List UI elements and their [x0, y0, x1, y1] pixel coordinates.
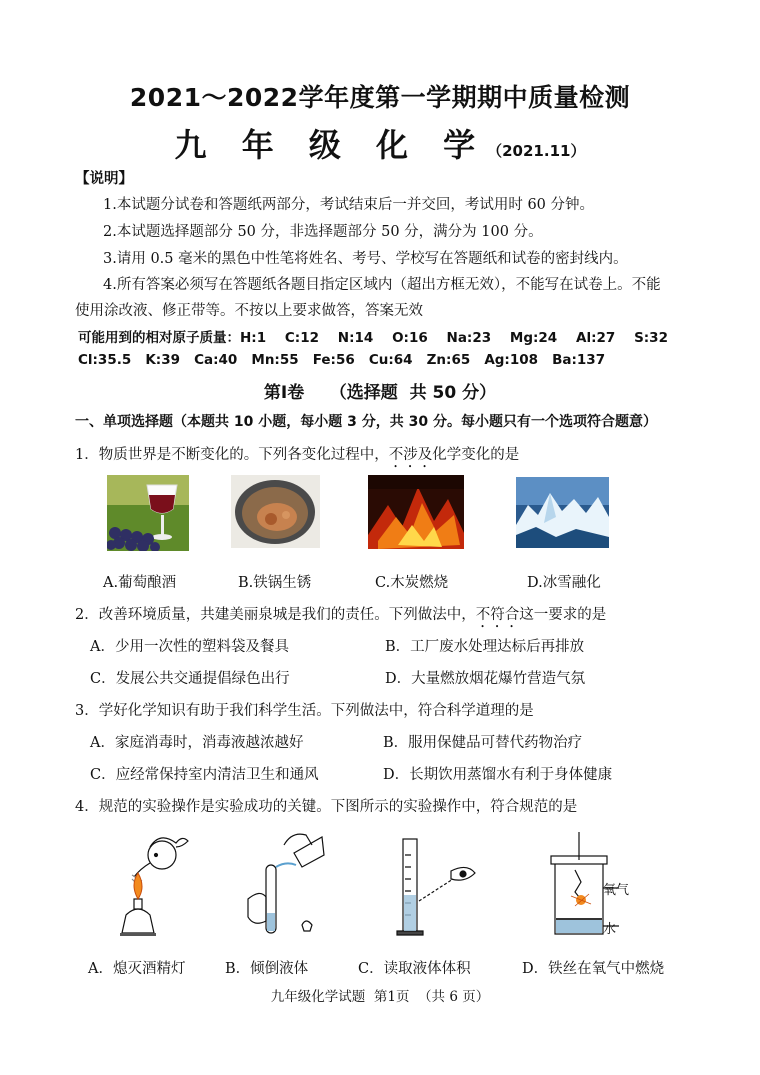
q3-option-d[interactable]: D．长期饮用蒸馏水有利于身体健康	[383, 767, 613, 783]
label-water: 水	[603, 922, 617, 937]
q1-option-a[interactable]: A.葡萄酿酒	[103, 575, 177, 591]
q4-option-a[interactable]: A．熄灭酒精灯	[88, 961, 186, 977]
exam-subtitle	[0, 120, 760, 166]
instruction-2: 2.本试题选择题部分 50 分，非选择题部分 50 分，满分为 100 分。	[103, 224, 543, 240]
q2-stem-pre: 2．改善环境质量，共建美丽泉城是我们的责任。下列做法中，	[75, 607, 476, 623]
q1-option-d[interactable]: D.冰雪融化	[527, 575, 601, 591]
read-volume-figure	[393, 835, 483, 940]
q4-stem: 4．规范的实验操作是实验成功的关键。下图所示的实验操作中，符合规范的是	[75, 799, 578, 815]
burning-charcoal-image	[368, 475, 464, 549]
q1-stem-emphasis: 不涉及	[388, 447, 433, 463]
instruction-1: 1.本试题分试卷和答题纸两部分，考试结束后一并交回，考试用时 60 分钟。	[103, 197, 595, 213]
atomic-mass-line-1: 可能用到的相对原子质量：H:1 C:12 N:14 O:16 Na:23 Mg:24 Al:27 S:32	[78, 330, 668, 346]
atomic-mass-line-2: Cl:35.5 K:39 Ca:40 Mn:55 Fe:56 Cu:64 Zn:65 Ag:108 Ba:137	[78, 352, 606, 368]
q2-stem-post: 这一要求的是	[519, 607, 607, 623]
q2-option-a[interactable]: A．少用一次性的塑料袋及餐具	[90, 639, 289, 655]
label-oxygen: 氧气	[603, 883, 630, 898]
part-title: 一、单项选择题（本题共 10 小题，每小题 3 分，共 30 分。每小题只有一个选项符合题意）	[75, 414, 657, 430]
page-footer: 九年级化学试题 第1页 （共 6 页）	[270, 989, 490, 1005]
exam-title: 2021～2022学年度第一学期期中质量检测	[129, 83, 631, 112]
blow-out-lamp-figure	[110, 825, 190, 940]
q1-stem-post: 化学变化的是	[432, 447, 520, 463]
q2-stem-emphasis: 不符合	[475, 607, 520, 623]
grape-wine-image	[107, 475, 189, 551]
q1-option-b[interactable]: B.铁锅生锈	[238, 575, 312, 591]
q2-option-b[interactable]: B．工厂废水处理达标后再排放	[385, 639, 585, 655]
q1-stem	[75, 443, 519, 471]
q2-option-d[interactable]: D．大量燃放烟花爆竹营造气氛	[385, 671, 586, 687]
section-title: 第Ⅰ卷 （选择题 共 50 分）	[263, 383, 497, 403]
instructions-label: 【说明】	[75, 171, 133, 187]
instruction-4-cont: 使用涂改液、修正带等。不按以上要求做答，答案无效	[75, 303, 423, 319]
q4-option-d[interactable]: D．铁丝在氧气中燃烧	[522, 961, 665, 977]
ice-melting-image	[516, 477, 609, 548]
q4-option-c[interactable]: C．读取液体体积	[358, 961, 471, 977]
q3-option-c[interactable]: C．应经常保持室内清洁卫生和通风	[90, 767, 319, 783]
q3-stem: 3．学好化学知识有助于我们科学生活。下列做法中，符合科学道理的是	[75, 703, 534, 719]
exam-date: （2021.11）	[487, 142, 586, 160]
subject-title: 九 年 级 化 学	[174, 126, 488, 164]
instruction-3: 3.请用 0.5 毫米的黑色中性笔将姓名、考号、学校写在答题纸和试卷的密封线内。	[103, 251, 628, 267]
q4-option-b[interactable]: B．倾倒液体	[225, 961, 309, 977]
rusty-wok-image	[231, 475, 320, 548]
q2-option-c[interactable]: C．发展公共交通提倡绿色出行	[90, 671, 290, 687]
q1-stem-pre: 1．物质世界是不断变化的。下列各变化过程中，	[75, 447, 389, 463]
q3-option-b[interactable]: B．服用保健品可替代药物治疗	[383, 735, 583, 751]
instruction-4: 4.所有答案必须写在答题纸各题目指定区域内（超出方框无效），不能写在试卷上。不能	[103, 277, 661, 293]
pour-liquid-figure	[240, 825, 325, 940]
q3-option-a[interactable]: A．家庭消毒时，消毒液越浓越好	[90, 735, 304, 751]
q2-stem	[75, 603, 606, 631]
q1-option-c[interactable]: C.木炭燃烧	[375, 575, 449, 591]
